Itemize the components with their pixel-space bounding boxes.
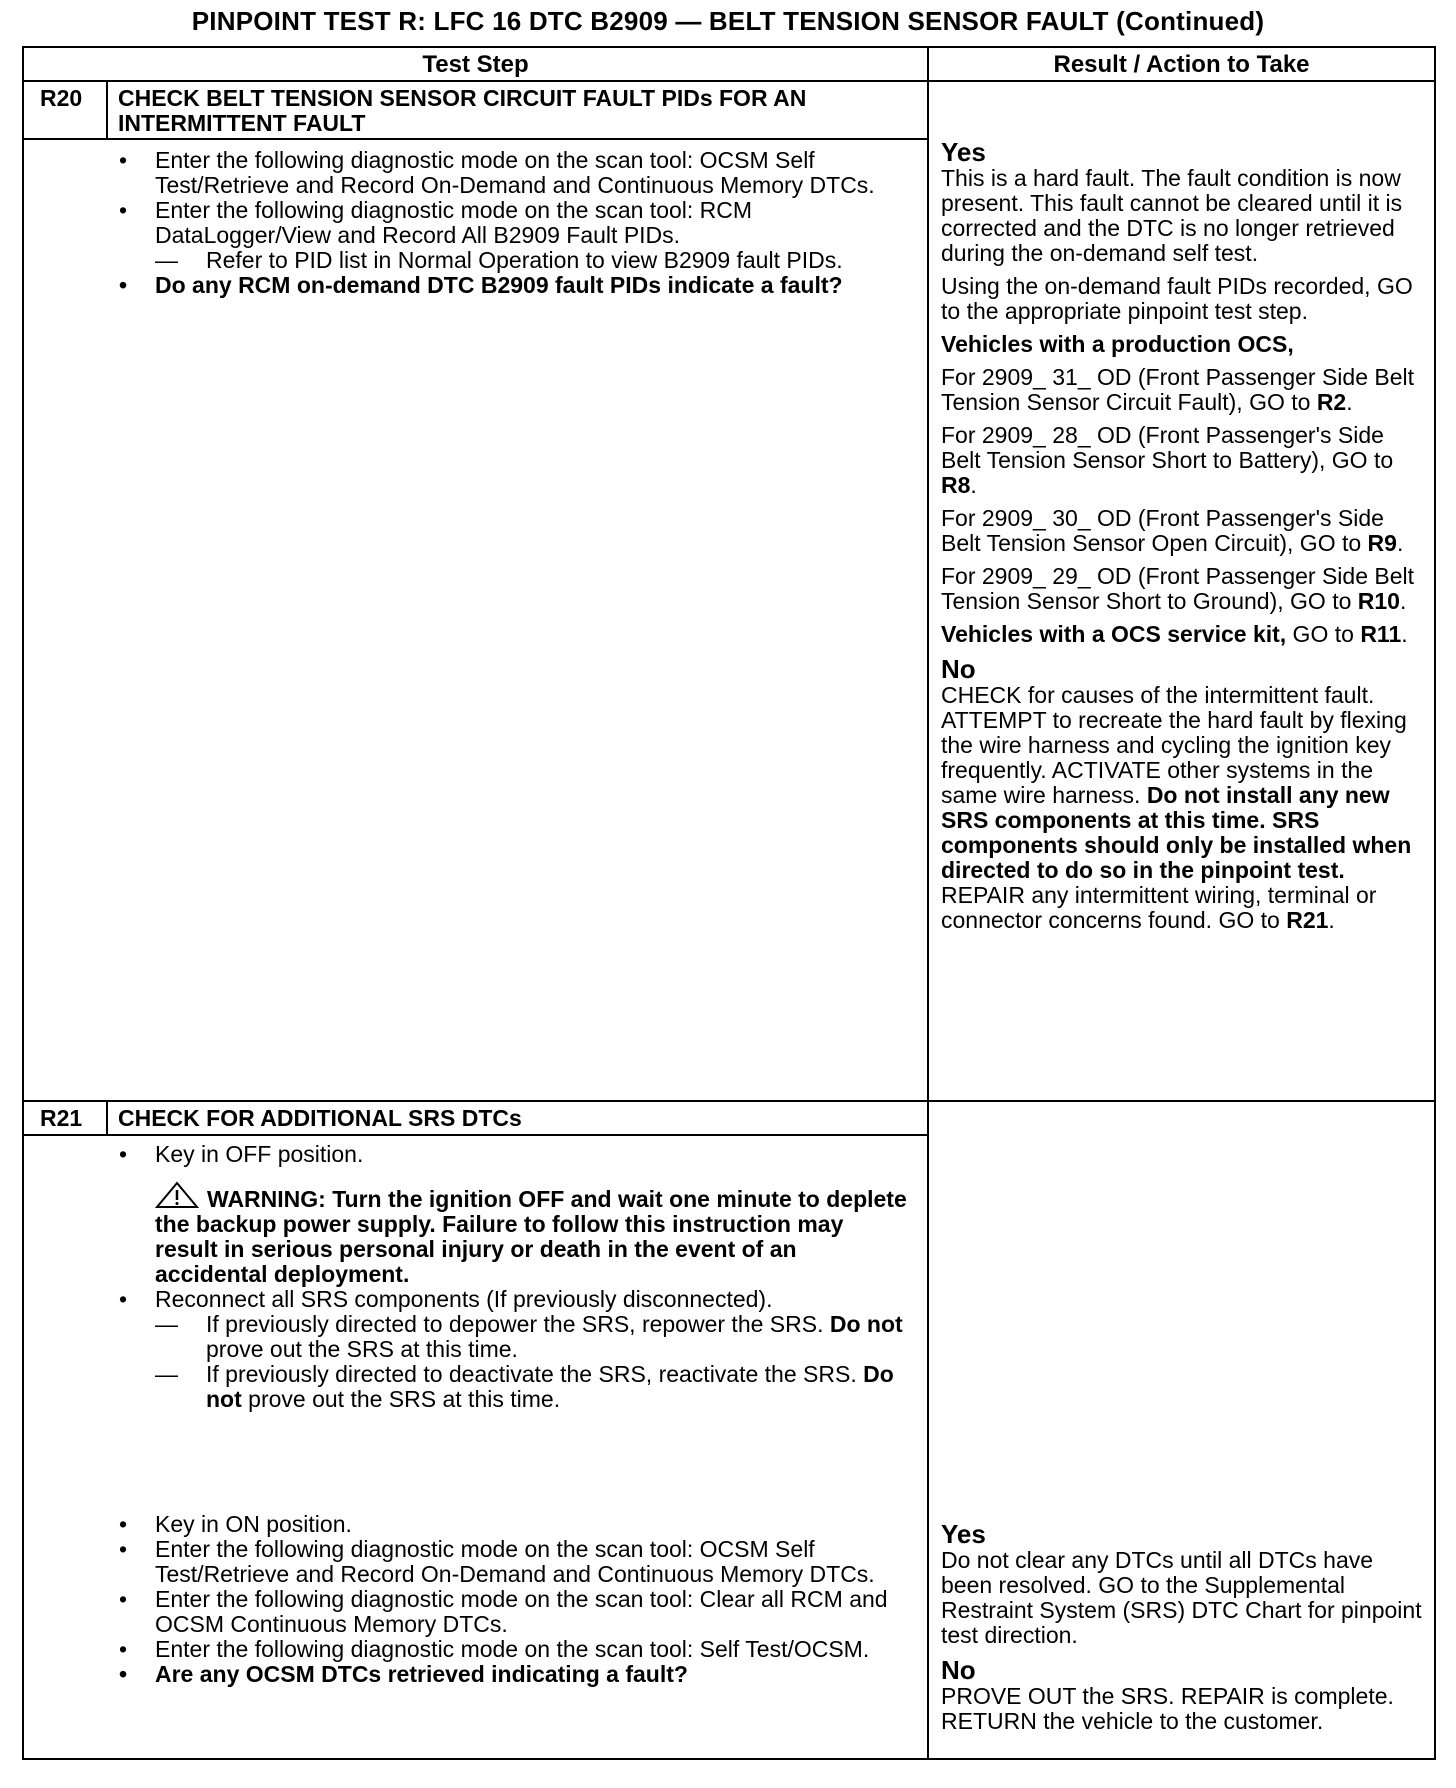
r20-goto-r2: R2 xyxy=(1316,389,1347,415)
r20-title: CHECK BELT TENSION SENSOR CIRCUIT FAULT PIDs FOR AN INTERMITTENT FAULT xyxy=(107,81,928,139)
r21-steps xyxy=(107,1135,928,1759)
r21-result xyxy=(928,1101,1435,1759)
r21-step-key-off: • Key in OFF position. xyxy=(107,1142,927,1167)
period: . xyxy=(1346,389,1353,415)
r20-service-kit-text: GO to xyxy=(1286,621,1354,647)
period: . xyxy=(1328,907,1335,933)
r21-sub-reactivate-text: If previously directed to deactivate the SRS, reactivate the SRS. xyxy=(206,1361,864,1387)
do-not-label: Do not xyxy=(206,1361,894,1412)
r20-goto-r8: R8 xyxy=(941,472,971,498)
do-not-label: Do not xyxy=(829,1311,903,1337)
r20-no-text-2: REPAIR any intermittent wiring, terminal or connector concerns found. GO to xyxy=(941,882,1377,933)
r20-yes-label: Yes xyxy=(941,137,986,167)
r21-step-key-on: • Key in ON position. xyxy=(107,1512,927,1537)
r20-fault-28-text: For 2909_ 28_ OD (Front Passenger's Side Belt Tension Sensor Short to Battery), GO to xyxy=(941,422,1394,473)
r21-step-list-c xyxy=(107,1512,927,1687)
test-step-header: Test Step xyxy=(23,47,928,81)
r20-goto-r10: R10 xyxy=(1357,588,1400,614)
r20-goto-r11: R11 xyxy=(1360,621,1402,647)
r21-question: • Are any OCSM DTCs retrieved indicating a fault? xyxy=(107,1662,927,1687)
result-header: Result / Action to Take xyxy=(928,47,1435,81)
r20-fault-29-text: For 2909_ 29_ OD (Front Passenger Side Belt Tension Sensor Short to Ground), GO to xyxy=(941,563,1415,614)
r21-sub-reactivate xyxy=(155,1362,927,1412)
r21-sub-prove-out: prove out the SRS at this time. xyxy=(241,1386,561,1412)
r21-step-reconnect xyxy=(107,1287,927,1412)
r21-sub-repower xyxy=(155,1312,927,1362)
r21-title-row xyxy=(23,1101,1435,1135)
r20-steps xyxy=(107,139,928,1101)
r20-yes-text: This is a hard fault. The fault condition is now present. This fault cannot be cleared until it is corrected and the DTC is no longer retrieved during the on-demand self test. xyxy=(941,165,1403,266)
r20-service-kit xyxy=(941,622,1428,647)
r20-id: R20 xyxy=(23,81,107,139)
r20-goto-r9: R9 xyxy=(1367,530,1397,556)
period: . xyxy=(1401,621,1408,647)
r20-step-rcm xyxy=(107,198,927,273)
r21-warning-text: WARNING: Turn the ignition OFF and wait one minute to deplete the backup power supply. Failure to follow this instruction may result in serious personal injury or death in the event of an accidental deployment. xyxy=(155,1186,907,1287)
r20-fault-30 xyxy=(941,506,1428,556)
period: . xyxy=(970,472,977,498)
r21-warning xyxy=(107,1167,927,1287)
r20-production-ocs: Vehicles with a production OCS, xyxy=(941,331,1294,357)
period: . xyxy=(1399,588,1407,614)
r20-step-ocsm: • Enter the following diagnostic mode on the scan tool: OCSM Self Test/Retrieve and Record On-Demand and Continuous Memory DTCs. xyxy=(107,148,927,198)
r20-no-label: No xyxy=(941,654,976,684)
r21-step-list-b xyxy=(107,1287,927,1412)
r21-step-ocsm: • Enter the following diagnostic mode on the scan tool: OCSM Self Test/Retrieve and Record On-Demand and Continuous Memory DTCs. xyxy=(107,1537,927,1587)
header-row xyxy=(23,47,1435,81)
r20-no-warning: Do not install any new SRS components at this time. SRS components should only be installed when directed to do so in the pinpoint test. xyxy=(941,782,1412,883)
r20-fault-28 xyxy=(941,423,1428,498)
r20-step-list xyxy=(107,148,927,298)
r21-sub-repower-text: If previously directed to depower the SRS, repower the SRS. xyxy=(206,1311,830,1337)
r20-goto-r21: R21 xyxy=(1286,907,1329,933)
r20-id-spacer xyxy=(23,139,107,1101)
r20-fault-29 xyxy=(941,564,1428,614)
r20-question: • Do any RCM on-demand DTC B2909 fault PIDs indicate a fault? xyxy=(107,273,927,298)
period: . xyxy=(1396,530,1404,556)
r21-yes-text: Do not clear any DTCs until all DTCs have been resolved. GO to the Supplemental Restraint System (SRS) DTC Chart for pinpoint test direction. xyxy=(941,1547,1422,1648)
r20-title-row xyxy=(23,81,1435,139)
r21-step-list-a xyxy=(107,1142,927,1167)
r21-yes-label: Yes xyxy=(941,1519,986,1549)
r21-step-reconnect-text: Reconnect all SRS components (If previously disconnected). xyxy=(155,1286,773,1312)
r20-fault-30-text: For 2909_ 30_ OD (Front Passenger's Side Belt Tension Sensor Open Circuit), GO to xyxy=(941,505,1384,556)
r20-result xyxy=(928,81,1435,1101)
r21-sub-prove-out: prove out the SRS at this time. xyxy=(206,1336,518,1362)
r21-step-clear: • Enter the following diagnostic mode on the scan tool: Clear all RCM and OCSM Continuous Memory DTCs. xyxy=(107,1587,927,1637)
r20-step-rcm-sub: — Refer to PID list in Normal Operation to view B2909 fault PIDs. xyxy=(155,248,927,273)
r21-step-self-test: • Enter the following diagnostic mode on the scan tool: Self Test/OCSM. xyxy=(107,1637,927,1662)
r20-no-text xyxy=(941,683,1428,933)
r20-service-kit-label: Vehicles with a OCS service kit, xyxy=(941,621,1287,647)
r20-step-rcm-sublist xyxy=(155,248,927,273)
r21-id: R21 xyxy=(23,1101,107,1135)
r20-yes-using: Using the on-demand fault PIDs recorded, GO to the appropriate pinpoint test step. xyxy=(941,273,1413,324)
r20-fault-31-text: For 2909_ 31_ OD (Front Passenger Side Belt Tension Sensor Circuit Fault), GO to xyxy=(941,364,1415,415)
r21-id-spacer xyxy=(23,1135,107,1759)
warning-icon xyxy=(155,1181,199,1209)
r21-no-label: No xyxy=(941,1655,976,1685)
r21-reconnect-sublist xyxy=(155,1312,927,1412)
pinpoint-test-table xyxy=(22,46,1436,1760)
r20-step-rcm-text: Enter the following diagnostic mode on the scan tool: RCM DataLogger/View and Record All B2909 Fault PIDs. xyxy=(155,197,753,248)
r21-title: CHECK FOR ADDITIONAL SRS DTCs xyxy=(107,1101,928,1135)
r20-no-text-1: CHECK for causes of the intermittent fault. ATTEMPT to recreate the hard fault by flexing the wire harness and cycling the ignition key frequently. ACTIVATE other systems in the same wire harness. xyxy=(941,682,1407,808)
page-title: PINPOINT TEST R: LFC 16 DTC B2909 — BELT TENSION SENSOR FAULT (Continued) xyxy=(191,6,1265,36)
r21-no-text: PROVE OUT the SRS. REPAIR is complete. RETURN the vehicle to the customer. xyxy=(941,1683,1394,1734)
r20-fault-31 xyxy=(941,365,1428,415)
